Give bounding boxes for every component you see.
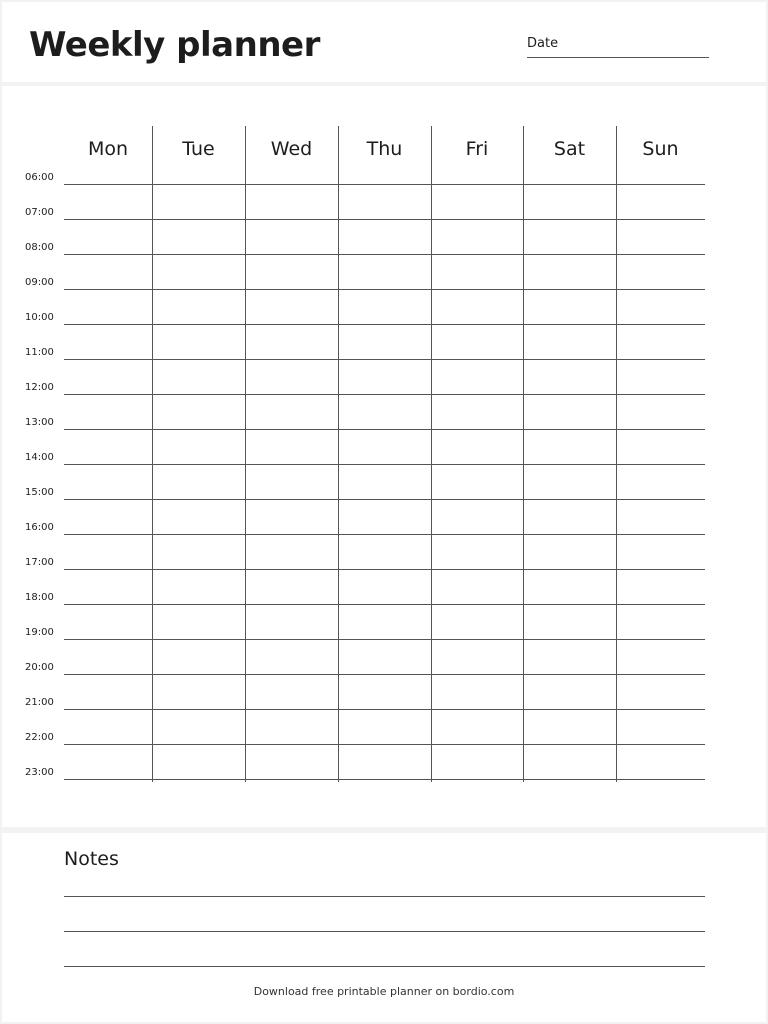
column-divider xyxy=(616,126,617,782)
day-header-sat: Sat xyxy=(553,138,586,160)
time-slot-line xyxy=(64,534,705,535)
notes-title: Notes xyxy=(64,848,119,870)
day-header-thu: Thu xyxy=(366,138,403,160)
time-label: 14:00 xyxy=(25,452,54,463)
day-header-tue: Tue xyxy=(182,138,215,160)
time-label: 15:00 xyxy=(25,487,54,498)
time-slot-line xyxy=(64,779,705,780)
day-header-wed: Wed xyxy=(270,138,313,160)
footer-text: Download free printable planner on bordio.com xyxy=(253,985,515,998)
time-label: 12:00 xyxy=(25,382,54,393)
note-line xyxy=(64,896,705,897)
time-slot-line xyxy=(64,289,705,290)
time-label: 18:00 xyxy=(25,592,54,603)
schedule-grid xyxy=(2,86,766,827)
time-label: 10:00 xyxy=(25,312,54,323)
time-label: 11:00 xyxy=(25,347,54,358)
column-divider xyxy=(431,126,432,782)
time-slot-line xyxy=(64,219,705,220)
time-label: 22:00 xyxy=(25,732,54,743)
time-slot-line xyxy=(64,604,705,605)
column-divider xyxy=(245,126,246,782)
time-slot-line xyxy=(64,359,705,360)
page-title: Weekly planner xyxy=(29,25,320,65)
time-slot-line xyxy=(64,674,705,675)
time-label: 16:00 xyxy=(25,522,54,533)
header-panel xyxy=(2,2,766,82)
note-line xyxy=(64,931,705,932)
day-header-mon: Mon xyxy=(87,138,129,160)
time-label: 06:00 xyxy=(25,172,54,183)
time-slot-line xyxy=(64,254,705,255)
time-label: 20:00 xyxy=(25,662,54,673)
column-divider xyxy=(152,126,153,782)
time-slot-line xyxy=(64,569,705,570)
time-label: 23:00 xyxy=(25,767,54,778)
time-label: 07:00 xyxy=(25,207,54,218)
date-field-line xyxy=(527,57,709,58)
notes-panel xyxy=(2,833,766,1022)
time-slot-line xyxy=(64,709,705,710)
time-label: 19:00 xyxy=(25,627,54,638)
time-label: 21:00 xyxy=(25,697,54,708)
time-label: 17:00 xyxy=(25,557,54,568)
time-slot-line xyxy=(64,499,705,500)
column-divider xyxy=(338,126,339,782)
time-slot-line xyxy=(64,324,705,325)
time-slot-line xyxy=(64,639,705,640)
time-slot-line xyxy=(64,429,705,430)
time-slot-line xyxy=(64,464,705,465)
note-line xyxy=(64,966,705,967)
time-label: 08:00 xyxy=(25,242,54,253)
day-header-sun: Sun xyxy=(642,138,679,160)
time-slot-line xyxy=(64,744,705,745)
time-label: 09:00 xyxy=(25,277,54,288)
time-label: 13:00 xyxy=(25,417,54,428)
day-header-fri: Fri xyxy=(465,138,489,160)
time-slot-line xyxy=(64,394,705,395)
date-label: Date xyxy=(527,36,559,51)
column-divider xyxy=(523,126,524,782)
time-slot-line xyxy=(64,184,705,185)
